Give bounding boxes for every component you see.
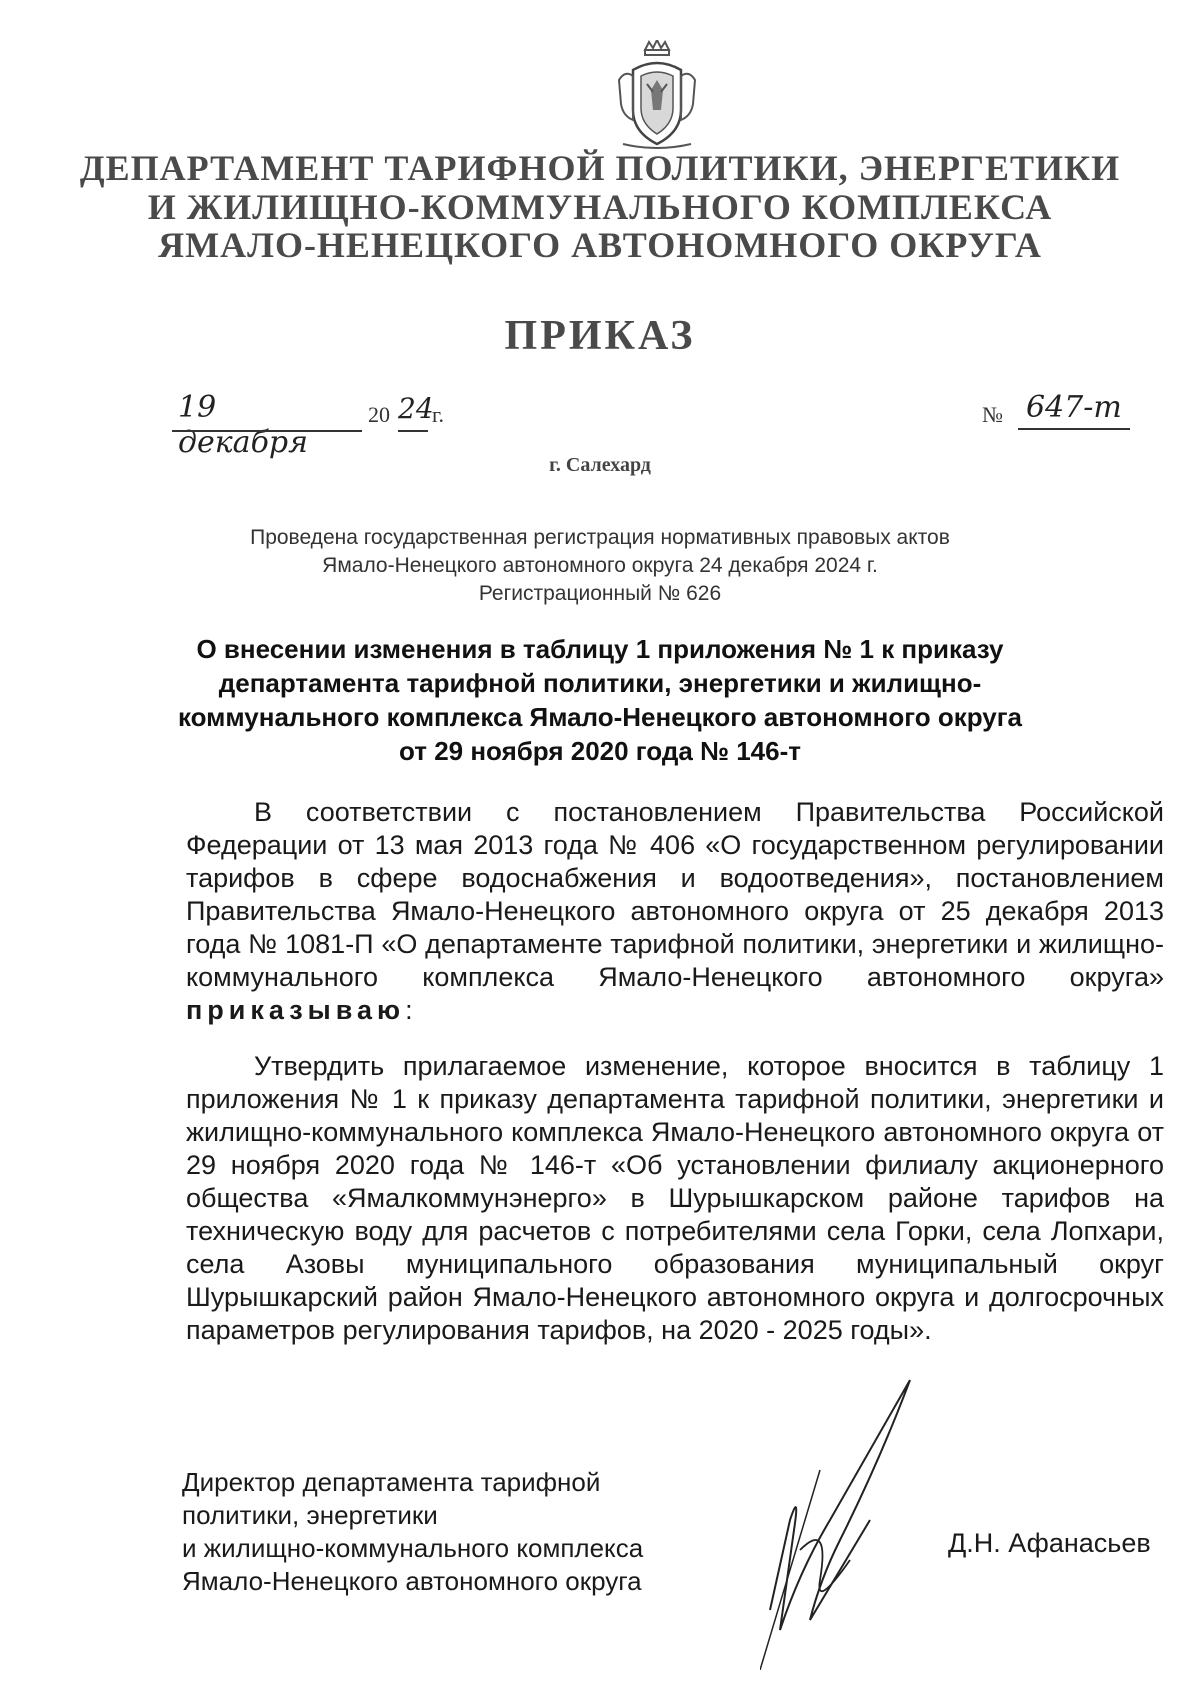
decision-paragraph bbox=[186, 1050, 1164, 1347]
handwritten-signature bbox=[760, 1370, 950, 1670]
number-underline bbox=[1018, 428, 1130, 430]
subject-line-4: от 29 ноября 2020 года № 146-т bbox=[399, 736, 801, 766]
year-underline bbox=[398, 430, 428, 432]
year-suffix: г. bbox=[432, 402, 445, 427]
decision-text: Утвердить прилагаемое изменение, которое вносится в таблицу 1 приложения № 1 к приказу департамента тарифной политики, энергетики и жилищно-коммунального комплекса Ямало-Ненецкого автономного округа от 29 ноября 2020 года № 146-т «Об установлении филиалу акционерного общества «Ямалкоммунэнерго» в Шурышкарском районе тарифов на техническую воду для расчетов с потребителями села Горки, села Лопхари, села Азовы муниципального образования муниципальный округ Шурышкарский район Ямало-Ненецкого автономного округа и долгосрочных параметров регулирования тарифов, на 2020 - 2025 годы». bbox=[186, 1051, 1164, 1345]
order-word: приказываю bbox=[186, 995, 406, 1025]
year-prefix: 20 bbox=[368, 402, 390, 427]
preamble-paragraph bbox=[186, 796, 1164, 1027]
signatory-name: Д.Н. Афанасьев bbox=[948, 1528, 1151, 1558]
department-line-3: ЯМАЛО-НЕНЕЦКОГО АВТОНОМНОГО ОКРУГА bbox=[158, 225, 1042, 265]
position-line-2: политики, энергетики bbox=[182, 1500, 438, 1530]
date-underline bbox=[172, 430, 362, 432]
position-line-3: и жилищно-коммунального комплекса bbox=[182, 1533, 644, 1563]
position-line-4: Ямало-Ненецкого автономного округа bbox=[182, 1566, 642, 1596]
department-line-2: И ЖИЛИЩНО-КОММУНАЛЬНОГО КОМПЛЕКСА bbox=[147, 187, 1053, 227]
position-line-1: Директор департамента тарифной bbox=[182, 1467, 601, 1497]
subject-line-2: департамента тарифной политики, энергетики и жилищно- bbox=[218, 668, 982, 698]
document-type-title: ПРИКАЗ bbox=[504, 313, 696, 359]
order-colon: : bbox=[405, 995, 413, 1025]
registration-line-1: Проведена государственная регистрация нормативных правовых актов bbox=[250, 526, 950, 549]
number-handwritten: 647-т bbox=[1026, 390, 1122, 425]
registration-line-3: Регистрационный № 626 bbox=[478, 582, 722, 605]
signatory-position bbox=[182, 1466, 742, 1598]
number-prefix: № bbox=[982, 402, 1003, 427]
date-handwritten: 19 декабря bbox=[178, 390, 308, 460]
registration-line-2: Ямало-Ненецкого автономного округа 24 декабря 2024 г. bbox=[322, 554, 878, 577]
subject-line-3: коммунального комплекса Ямало-Ненецкого автономного округа bbox=[177, 702, 1023, 732]
coat-of-arms-emblem bbox=[615, 40, 699, 152]
department-line-1: ДЕПАРТАМЕНТ ТАРИФНОЙ ПОЛИТИКИ, ЭНЕРГЕТИКИ bbox=[79, 148, 1121, 188]
order-number bbox=[982, 390, 1142, 436]
preamble-text: В соответствии с постановлением Правительства Российской Федерации от 13 мая 2013 года № 406 «О государственном регулировании тарифов в сфере водоснабжения и водоотведения», постановлением Правительства Ямало-Ненецкого автономного округа от 25 декабря 2013 года № 1081-П «О департаменте тарифной политики, энергетики и жилищно-коммунального комплекса Ямало-Ненецкого автономного округа» bbox=[186, 797, 1164, 992]
subject-line-1: О внесении изменения в таблицу 1 приложения № 1 к приказу bbox=[196, 634, 1004, 664]
year-handwritten: 24 bbox=[398, 392, 434, 425]
city-line: г. Салехард bbox=[549, 454, 651, 476]
